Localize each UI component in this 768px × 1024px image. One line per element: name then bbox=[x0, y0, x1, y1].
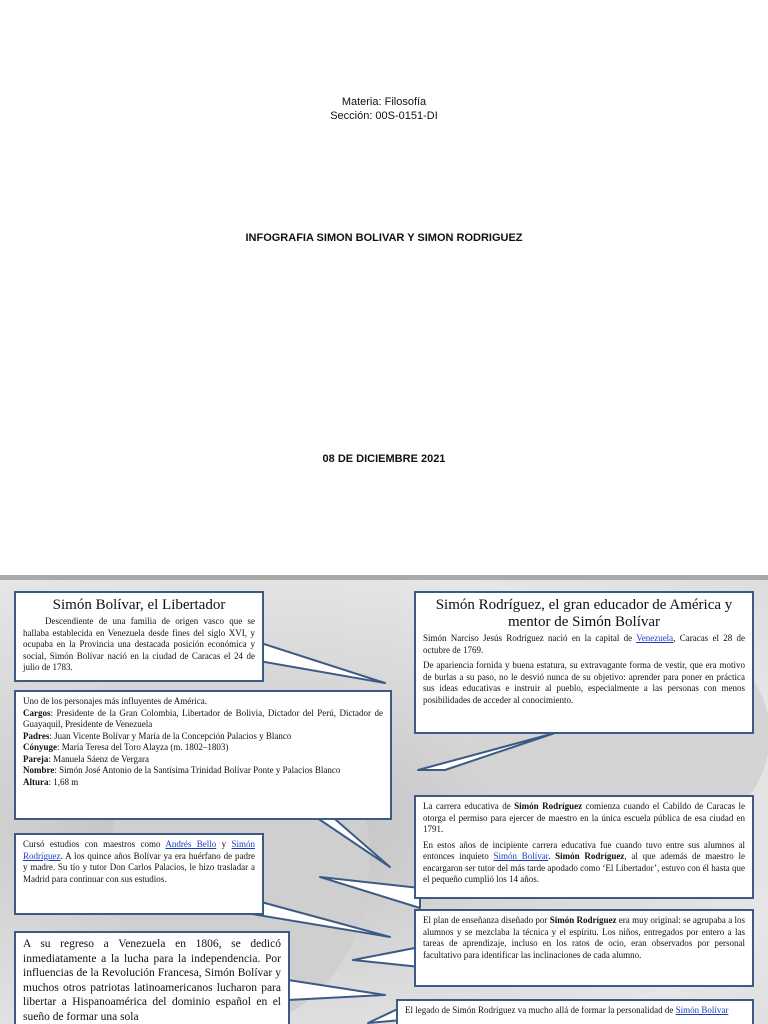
bolivar-studies-text: Cursó estudios con maestros como Andrés Bello y Simón Rodríguez. A los quince años Bolívar ya era huérfano de padre y madre. Su tío y tutor Don Carlos Palacios, le hizo trasladar a Madrid para continuar con sus estudios. bbox=[23, 839, 255, 884]
document-date: 08 DE DICIEMBRE 2021 bbox=[322, 453, 446, 465]
pointer-7 bbox=[353, 947, 420, 967]
rodriguez-title-box bbox=[414, 591, 754, 734]
materia-line: Materia: Filosofía bbox=[341, 96, 427, 108]
bolivar-padres: Padres: Juan Vicente Bolívar y María de la Concepción Palacios y Blanco bbox=[23, 730, 292, 741]
bolivar-intro: Uno de los personajes más influyentes de América. bbox=[23, 696, 207, 706]
bolivar-conyuge: Cónyuge: María Teresa del Toro Alayza (m. 1802–1803) bbox=[23, 742, 229, 752]
pointer-4 bbox=[288, 980, 385, 1000]
bolivar-studies-box bbox=[14, 833, 264, 915]
bolivar-data-box bbox=[14, 690, 392, 820]
document-title: INFOGRAFIA SIMON BOLIVAR Y SIMON RODRIGUEZ bbox=[245, 232, 523, 244]
andres-bello-link[interactable]: Andrés Bello bbox=[165, 839, 217, 849]
pointer-5 bbox=[418, 733, 555, 770]
bolivar-return-box bbox=[14, 931, 290, 1024]
bolivar-title-box bbox=[14, 591, 264, 682]
bolivar-altura: Altura: 1,68 m bbox=[23, 776, 79, 787]
rodriguez-legacy-text: El legado de Simón Rodríguez va mucho allá de formar la personalidad de Simón Bolívar bbox=[405, 1005, 729, 1015]
bolivar-return-text: A su regreso a Venezuela en 1806, se dedicó inmediatamente a la lucha para la independencia. Por influencias de la Revolución Francesa, Simón Bolívar y muchos otros patriotas latinoamericanos lucharon para libertar a Hispanoamérica del dominio español en el sueño de formar una sola bbox=[23, 938, 281, 1023]
rodriguez-tutor-text: En estos años de incipiente carrera educativa fue cuando tuvo entre sus alumnos al entonces inquieto Simón Bolívar. Simón Rodríguez, al que además de maestro le encargaron ser tutor del más tarde apodado como ‘El Libertador’, estuvo con él hasta que el pequeño cumplió los 14 años. bbox=[423, 839, 745, 884]
rodriguez-plan-text: El plan de enseñanza diseñado por Simón Rodríguez era muy original: se agrupaba a los alumnos y se mezclaba la técnica y el espíritu. Los niños, entregados por entero a las tareas de aprendizaje, incluso en los ratos de ocio, eran observados por personal facultativo para identificar las inclinaciones de cada alumno. bbox=[423, 915, 745, 960]
bolivar-title: Simón Bolívar, el Libertador bbox=[52, 597, 226, 613]
rodriguez-appearance-text: De apariencia fornida y buena estatura, su extravagante forma de vestir, que era motivo de burlas a su paso, no le desvió nunca de su objetivo: aprender para poner en práctica sus ideas educativas e instruir al pueblo, especialmente a las personas con menos posibilidades de acceder al conocimiento. bbox=[423, 660, 745, 705]
infographic bbox=[0, 575, 768, 1024]
bolivar-nombre: Nombre: Simón José Antonio de la Santísima Trinidad Bolívar Ponte y Palacios Blanco bbox=[23, 765, 341, 775]
simon-rodriguez-link[interactable]: Simón Rodríguez bbox=[23, 839, 255, 861]
rodriguez-plan-box bbox=[414, 909, 754, 987]
bolivar-cargos: Cargos: Presidente de la Gran Colombia, Libertador de Bolivia, Dictador del Perú, Dictador de Guayaquil, Presidente de Venezuela bbox=[23, 707, 383, 729]
rodriguez-birth-text: Simón Narciso Jesús Rodríguez nació en la capital de Venezuela, Caracas el 28 de octubre de 1769. bbox=[423, 633, 745, 655]
simon-bolivar-link[interactable]: Simón Bolívar bbox=[493, 851, 549, 861]
rodriguez-career-box bbox=[414, 795, 754, 899]
rodriguez-career-text: La carrera educativa de Simón Rodríguez comienza cuando el Cabildo de Caracas le otorga el permiso para ejercer de maestro en la única escuela pública de esa ciudad en 1791. bbox=[423, 801, 745, 834]
rodriguez-legacy-box bbox=[396, 999, 754, 1024]
rodriguez-title: Simón Rodríguez, el gran educador de América y mentor de Simón Bolívar bbox=[435, 597, 733, 630]
pointer-6 bbox=[320, 877, 420, 908]
seccion-line: Sección: 00S-0151-DI bbox=[330, 110, 438, 122]
bolivar-pareja: Pareja: Manuela Sáenz de Vergara bbox=[23, 753, 149, 764]
bolivar-origin-text: Descendiente de una familia de origen vasco que se hallaba establecida en Venezuela desde fines del siglo XVI, y ocupaba en la Provincia una destacada posición económica y social, Simón Bolívar nació en la ciudad de Caracas el 24 de julio de 1783. bbox=[23, 616, 255, 672]
legacy-bolivar-link[interactable]: Simón Bolívar bbox=[675, 1005, 729, 1015]
venezuela-link[interactable]: Venezuela bbox=[636, 633, 674, 643]
